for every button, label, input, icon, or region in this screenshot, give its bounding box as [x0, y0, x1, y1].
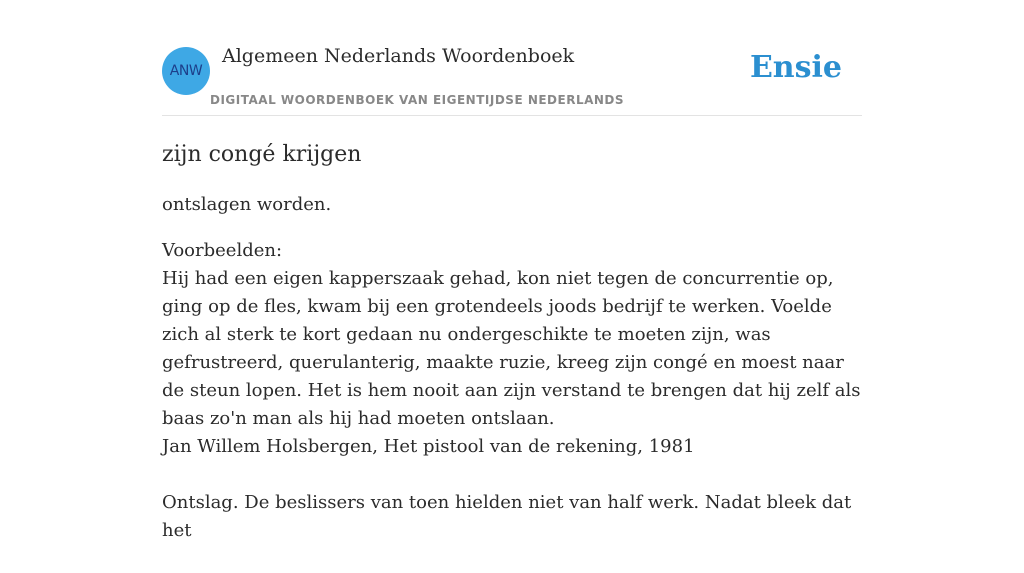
entry-headword: zijn congé krijgen [162, 142, 362, 167]
site-subtitle: DIGITAAL WOORDENBOEK VAN EIGENTIJDSE NEDERLANDS [210, 93, 625, 107]
ensie-brand-logo[interactable]: Ensie [749, 50, 842, 85]
site-header [162, 0, 862, 116]
examples-label: Voorbeelden: [162, 240, 283, 261]
example-source: Jan Willem Holsbergen, Het pistool van de rekening, 1981 [162, 436, 695, 457]
anw-logo[interactable]: ANW [162, 47, 210, 95]
examples-section [162, 237, 862, 545]
example-quote: Ontslag. De beslissers van toen hielden niet van half werk. Nadat bleek dat het [162, 492, 852, 541]
example-item [162, 489, 862, 545]
example-item [162, 265, 862, 461]
page-container [162, 0, 862, 573]
entry-definition: ontslagen worden. [162, 194, 332, 215]
site-title[interactable]: Algemeen Nederlands Woordenboek [222, 45, 575, 67]
example-quote: Hij had een eigen kapperszaak gehad, kon niet tegen de concurrentie op, ging op de fles, kwam bij een grotendeels joods bedrijf te werken. Voelde zich al sterk te kort gedaan nu ondergeschikte te moeten zijn, was gefrustreerd, querulanterig, maakte ruzie, kreeg zijn congé en moest naar de steun lopen. Het is hem nooit aan zijn verstand te brengen dat hij zelf als baas zo'n man als hij had moeten ontslaan. [162, 268, 861, 429]
